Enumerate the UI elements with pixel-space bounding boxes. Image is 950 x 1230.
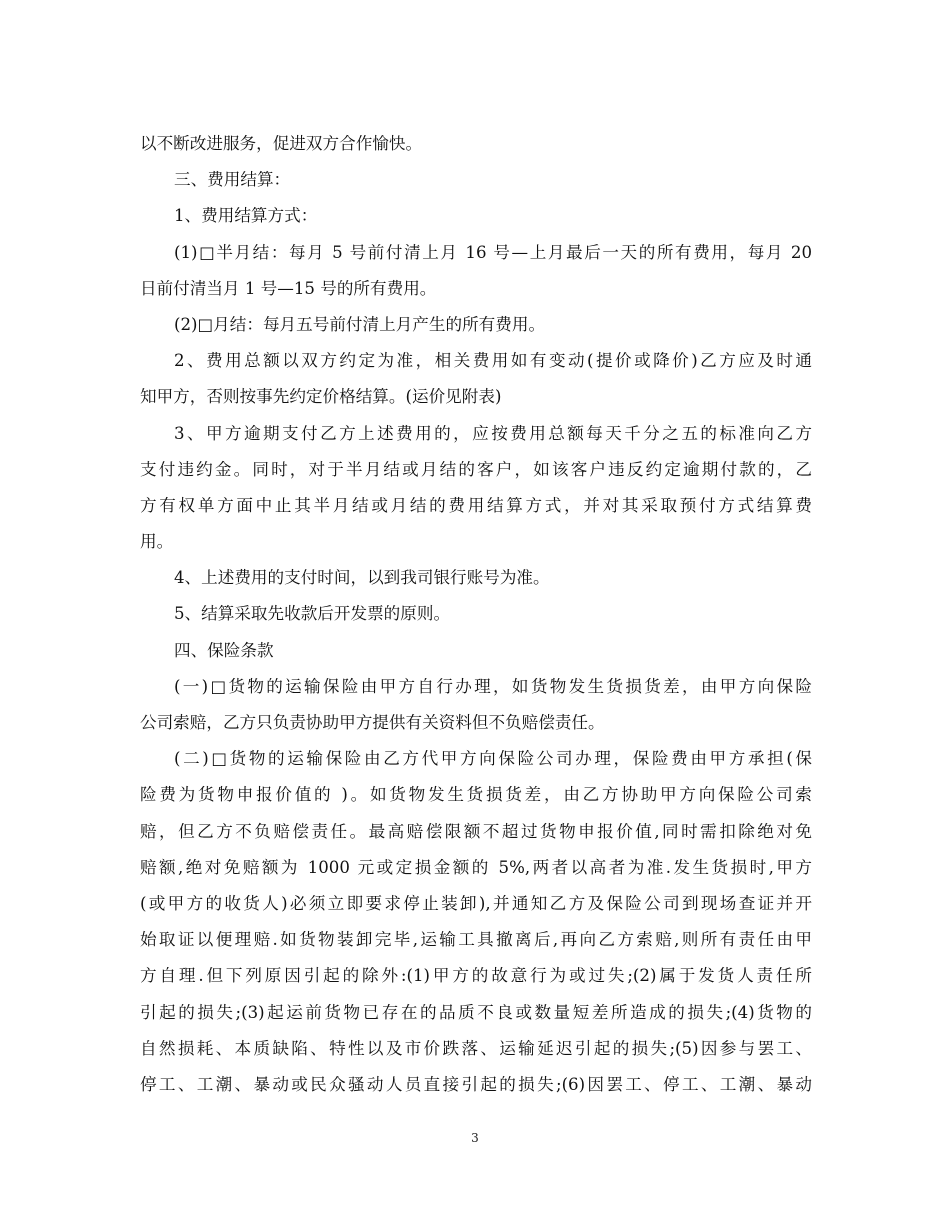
text-line: 支付违约金。同时，对于半月结或月结的客户，如该客户违反约定逾期付款的，乙 — [140, 459, 812, 479]
text-line: 5、结算采取先收款后开发票的原则。 — [174, 604, 451, 624]
text-line: 赔额,绝对免赔额为 1000 元或定损金额的 5%,两者以高者为准.发生货损时,甲方 — [140, 857, 812, 877]
text-line: (一)□货物的运输保险由甲方自行办理，如货物发生货损货差，由甲方向保险 — [174, 676, 812, 696]
text-line: 险费为货物申报价值的 )。如货物发生货损货差，由乙方协助甲方向保险公司索 — [140, 785, 812, 805]
text-line: 2、费用总额以双方约定为准，相关费用如有变动(提价或降价)乙方应及时通 — [174, 351, 812, 371]
text-line: 公司索赔，乙方只负责协助甲方提供有关资料但不负赔偿责任。 — [140, 713, 605, 732]
text-line: 始取证以便理赔.如货物装卸完毕,运输工具撤离后,再向乙方索赔,则所有责任由甲 — [140, 930, 812, 950]
text-line: 自然损耗、本质缺陷、特性以及市价跌落、运输延迟引起的损失;(5)因参与罢工、 — [140, 1038, 812, 1058]
document-body — [140, 126, 812, 1103]
text-line: (2)□月结：每月五号前付清上月产生的所有费用。 — [174, 314, 546, 334]
text-line: 1、费用结算方式： — [174, 206, 318, 226]
text-line: 停工、工潮、暴动或民众骚动人员直接引起的损失;(6)因罢工、停工、工潮、暴动 — [140, 1074, 812, 1094]
text-line: 三、费用结算： — [174, 170, 291, 190]
text-line: 四、保险条款 — [174, 640, 274, 660]
page-number: 3 — [471, 1131, 479, 1145]
text-line: 知甲方，否则按事先约定价格结算。(运价见附表) — [140, 387, 502, 407]
text-line: 方自理.但下列原因引起的除外:(1)甲方的故意行为或过失;(2)属于发货人责任所 — [140, 966, 812, 986]
text-line: (二)□货物的运输保险由乙方代甲方向保险公司办理，保险费由甲方承担(保 — [174, 749, 812, 769]
text-line: 用。 — [140, 532, 174, 552]
text-line: 日前付清当月 1 号—15 号的所有费用。 — [140, 278, 437, 298]
text-line: 3、甲方逾期支付乙方上述费用的，应按费用总额每天千分之五的标准向乙方 — [174, 423, 812, 443]
text-line: (1)□半月结：每月 5 号前付清上月 16 号—上月最后一天的所有费用，每月 20 — [174, 242, 812, 262]
text-line: 4、上述费用的支付时间，以到我司银行账号为准。 — [174, 568, 550, 588]
text-line: 以不断改进服务，促进双方合作愉快。 — [140, 134, 423, 153]
text-line: (或甲方的收货人)必须立即要求停止装卸),并通知乙方及保险公司到现场查证并开 — [140, 893, 812, 913]
text-line: 赔，但乙方不负赔偿责任。最高赔偿限额不超过货物申报价值,同时需扣除绝对免 — [140, 821, 812, 841]
text-line: 方有权单方面中止其半月结或月结的费用结算方式，并对其采取预付方式结算费 — [140, 495, 812, 515]
text-line: 引起的损失;(3)起运前货物已存在的品质不良或数量短差所造成的损失;(4)货物的 — [140, 1002, 812, 1022]
